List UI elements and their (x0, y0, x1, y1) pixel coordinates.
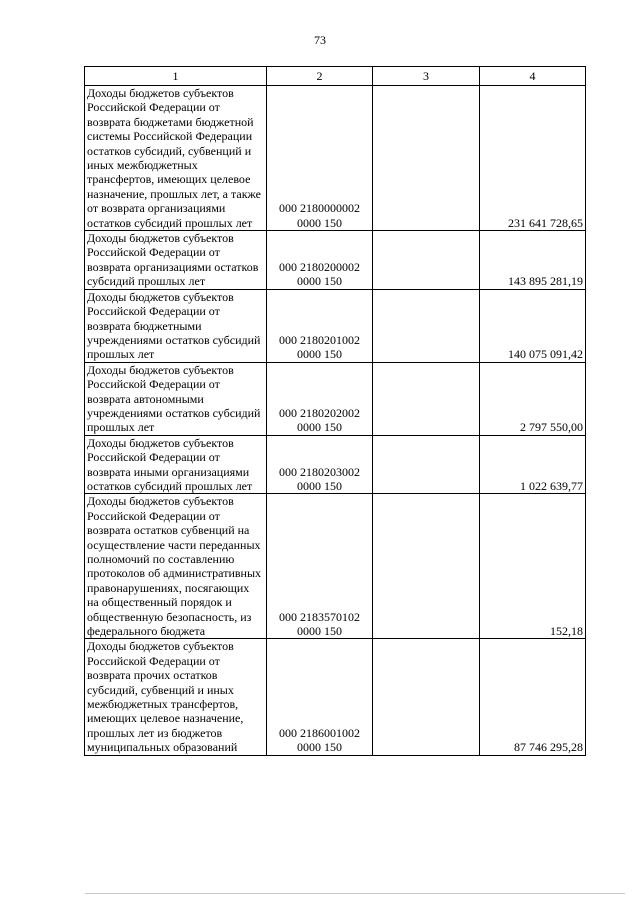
table-header-row (85, 67, 586, 86)
budget-code-cell: 000 2183570102 0000 150 (267, 494, 373, 639)
revenue-table (84, 66, 586, 756)
column-3-cell (373, 639, 480, 755)
table-row (85, 639, 586, 755)
amount-cell: 143 895 281,19 (480, 231, 586, 290)
amount-cell: 87 746 295,28 (480, 639, 586, 755)
amount-cell: 152,18 (480, 494, 586, 639)
column-3-cell (373, 494, 480, 639)
budget-code-cell: 000 2180201002 0000 150 (267, 289, 373, 362)
table-row (85, 362, 586, 435)
table-row (85, 435, 586, 494)
revenue-name-cell: Доходы бюджетов субъектов Российской Федерации от возврата автономными учреждениями остатков субсидий прошлых лет (85, 362, 267, 435)
amount-cell: 231 641 728,65 (480, 86, 586, 231)
page-bottom-divider (85, 893, 625, 894)
amount-cell: 1 022 639,77 (480, 435, 586, 494)
revenue-name-cell: Доходы бюджетов субъектов Российской Федерации от возврата бюджетами бюджетной системы Российской Федерации остатков субсидий, субвенций и иных межбюджетных трансфертов, имеющих целевое назначение, прошлых лет, а также от возврата организациями остатков субсидий прошлых лет (85, 86, 267, 231)
column-3-cell (373, 362, 480, 435)
budget-code-cell: 000 2180202002 0000 150 (267, 362, 373, 435)
table-row (85, 289, 586, 362)
column-3-cell (373, 289, 480, 362)
table-row (85, 86, 586, 231)
revenue-name-cell: Доходы бюджетов субъектов Российской Федерации от возврата организациями остатков субсидий прошлых лет (85, 231, 267, 290)
revenue-name-cell: Доходы бюджетов субъектов Российской Федерации от возврата иными организациями остатков субсидий прошлых лет (85, 435, 267, 494)
budget-code-cell: 000 2186001002 0000 150 (267, 639, 373, 755)
column-header-1: 1 (85, 67, 267, 86)
budget-code-cell: 000 2180200002 0000 150 (267, 231, 373, 290)
column-3-cell (373, 86, 480, 231)
column-header-2: 2 (267, 67, 373, 86)
revenue-name-cell: Доходы бюджетов субъектов Российской Федерации от возврата прочих остатков субсидий, субвенций и иных межбюджетных трансфертов, имеющих целевое назначение, прошлых лет из бюджетов муниципальных образований (85, 639, 267, 755)
table-row (85, 231, 586, 290)
budget-code-cell: 000 2180000002 0000 150 (267, 86, 373, 231)
amount-cell: 140 075 091,42 (480, 289, 586, 362)
page-number: 73 (314, 33, 326, 47)
budget-code-cell: 000 2180203002 0000 150 (267, 435, 373, 494)
column-header-4: 4 (480, 67, 586, 86)
revenue-name-cell: Доходы бюджетов субъектов Российской Федерации от возврата остатков субвенций на осуществление части переданных полномочий по составлению протоколов об административных правонарушениях, посягающих на общественный порядок и общественную безопасность, из федерального бюджета (85, 494, 267, 639)
column-3-cell (373, 231, 480, 290)
revenue-name-cell: Доходы бюджетов субъектов Российской Федерации от возврата бюджетными учреждениями остатков субсидий прошлых лет (85, 289, 267, 362)
column-3-cell (373, 435, 480, 494)
amount-cell: 2 797 550,00 (480, 362, 586, 435)
table-row (85, 494, 586, 639)
column-header-3: 3 (373, 67, 480, 86)
